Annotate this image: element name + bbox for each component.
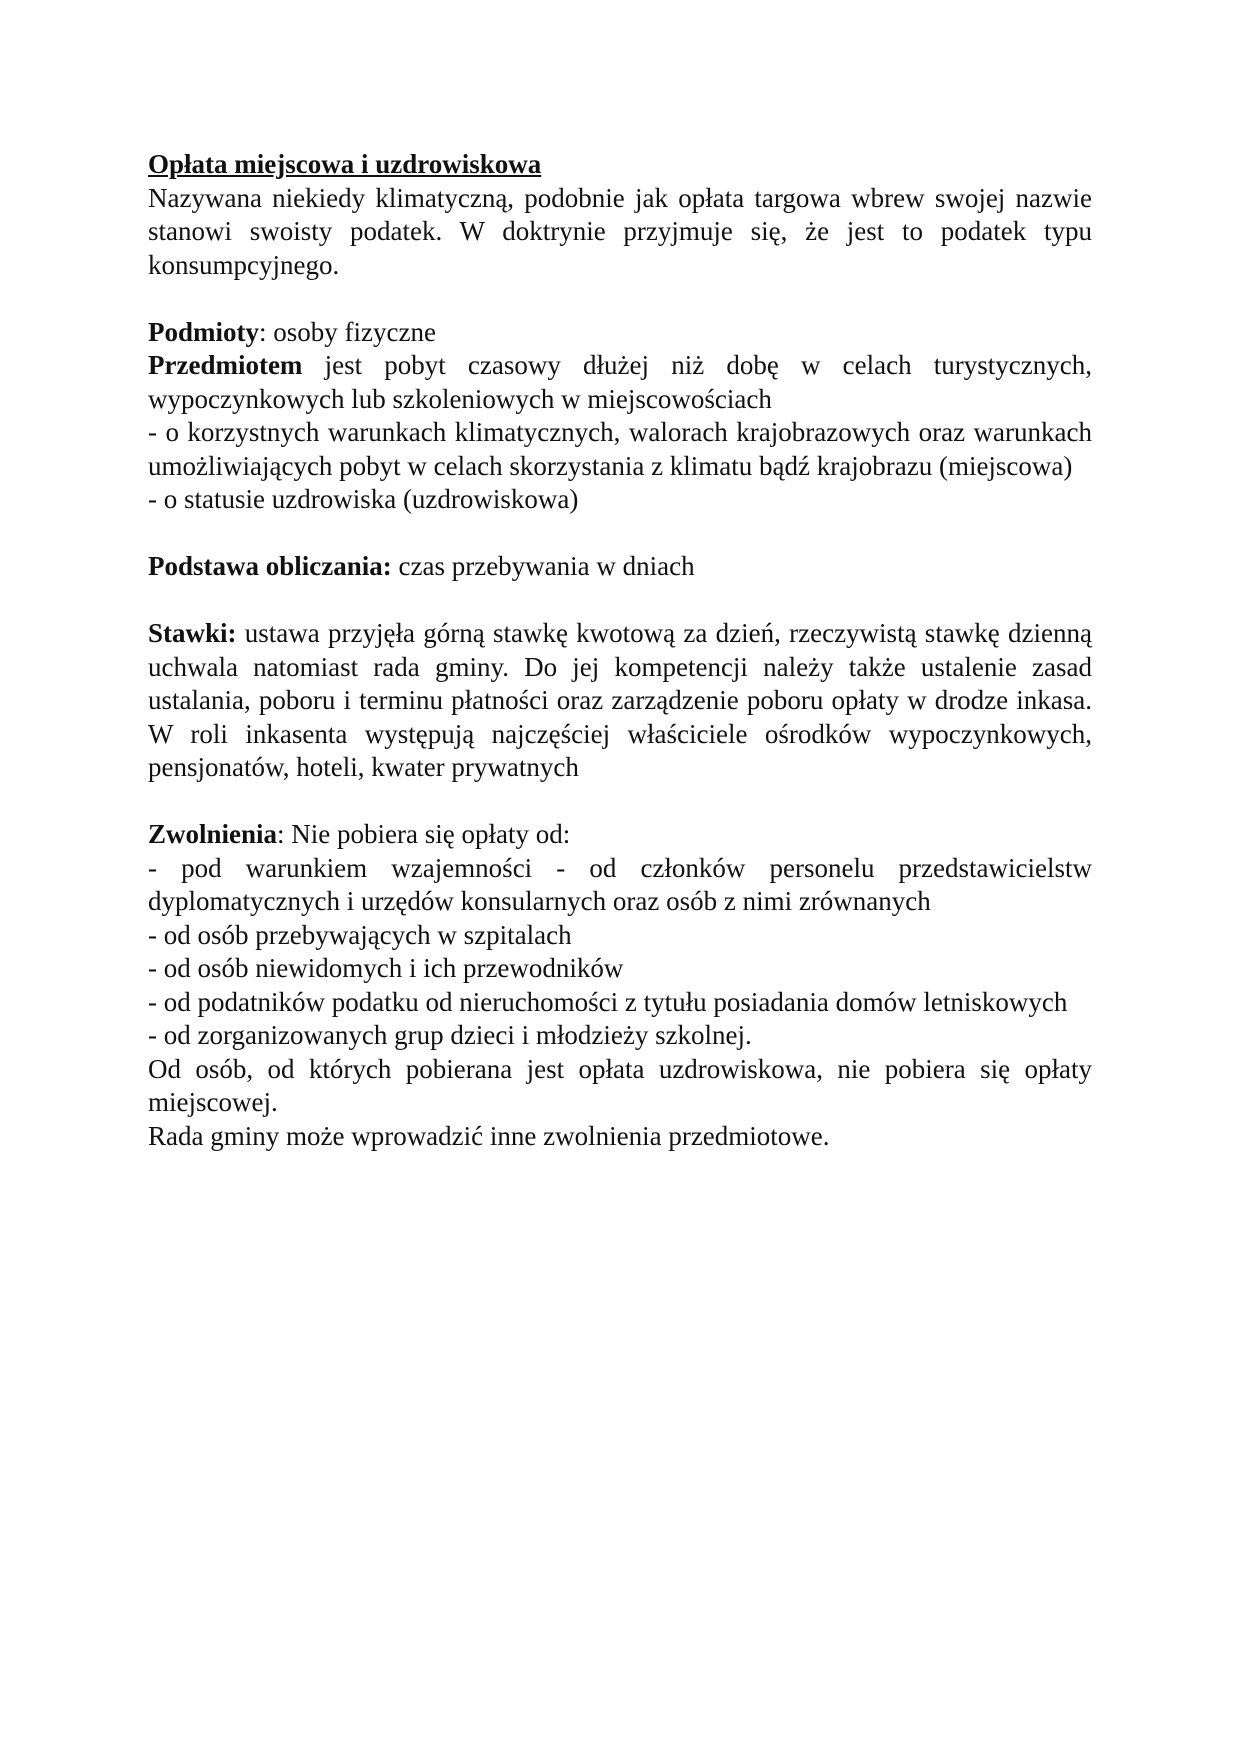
- spacer: [148, 785, 1092, 819]
- przedmiot-text: jest pobyt czasowy dłużej niż dobę w celach turystycznych, wypoczynkowych lub szkoleniowych w miejscowościach: [148, 350, 1092, 414]
- przedmiot-label: Przedmiotem: [148, 350, 303, 380]
- podstawa-label: Podstawa obliczania:: [148, 551, 392, 581]
- przedmiot-item: - o statusie uzdrowiska (uzdrowiskowa): [148, 484, 579, 514]
- spacer: [148, 584, 1092, 618]
- zwolnienia-item: - od zorganizowanych grup dzieci i młodzieży szkolnej.: [148, 1020, 752, 1050]
- zwolnienia-item: - pod warunkiem wzajemności - od członków personelu przedstawicielstw dyplomatycznych i urzędów konsularnych oraz osób z nimi zrównanych: [148, 852, 1092, 916]
- podmioty-text: : osoby fizyczne: [259, 316, 436, 347]
- intro-paragraph: Nazywana niekiedy klimatyczną, podobnie jak opłata targowa wbrew swojej nazwie stanowi swoisty podatek. W doktrynie przyjmuje się, że jest to podatek typu konsumpcyjnego.: [148, 182, 1092, 280]
- stawki-text: ustawa przyjęła górną stawkę kwotową za dzień, rzeczywistą stawkę dzienną uchwala natomiast rada gminy. Do jej kompetencji należy także ustalenie zasad ustalania, poboru i terminu płatności oraz zarządzenie poboru opłaty w drodze inkasa. W roli inkasenta występują najczęściej właściciele ośrodków wypoczynkowych, pensjonatów, hoteli, kwater prywatnych: [148, 618, 1092, 782]
- podmioty-label: Podmioty: [148, 316, 259, 347]
- stawki-paragraph: [148, 617, 1092, 785]
- zwolnienia-note: Rada gminy może wprowadzić inne zwolnienia przedmiotowe.: [148, 1120, 830, 1151]
- zwolnienia-item: - od osób niewidomych i ich przewodników: [148, 953, 624, 983]
- przedmiot-paragraph: [148, 349, 1092, 416]
- zwolnienia-line: [148, 818, 1092, 852]
- zwolnienia-text: : Nie pobiera się opłaty od:: [277, 819, 571, 849]
- spacer: [148, 517, 1092, 551]
- podmioty-line: [148, 316, 1092, 350]
- zwolnienia-label: Zwolnienia: [148, 819, 278, 849]
- document-page: [148, 148, 1092, 1153]
- podstawa-text: czas przebywania w dniach: [391, 551, 695, 581]
- stawki-label: Stawki:: [148, 618, 237, 648]
- zwolnienia-item: - od osób przebywających w szpitalach: [148, 919, 572, 950]
- przedmiot-item: - o korzystnych warunkach klimatycznych, walorach krajobrazowych oraz warunkach umożliwiających pobyt w celach skorzystania z klimatu bądź krajobrazu (miejscowa): [148, 417, 1092, 481]
- spacer: [148, 282, 1092, 316]
- zwolnienia-item: - od podatników podatku od nieruchomości z tytułu posiadania domów letniskowych: [148, 986, 1068, 1017]
- zwolnienia-note: Od osób, od których pobierana jest opłata uzdrowiskowa, nie pobiera się opłaty miejscowej.: [148, 1053, 1092, 1117]
- podstawa-line: [148, 550, 1092, 584]
- document-title: Opłata miejscowa i uzdrowiskowa: [148, 149, 542, 179]
